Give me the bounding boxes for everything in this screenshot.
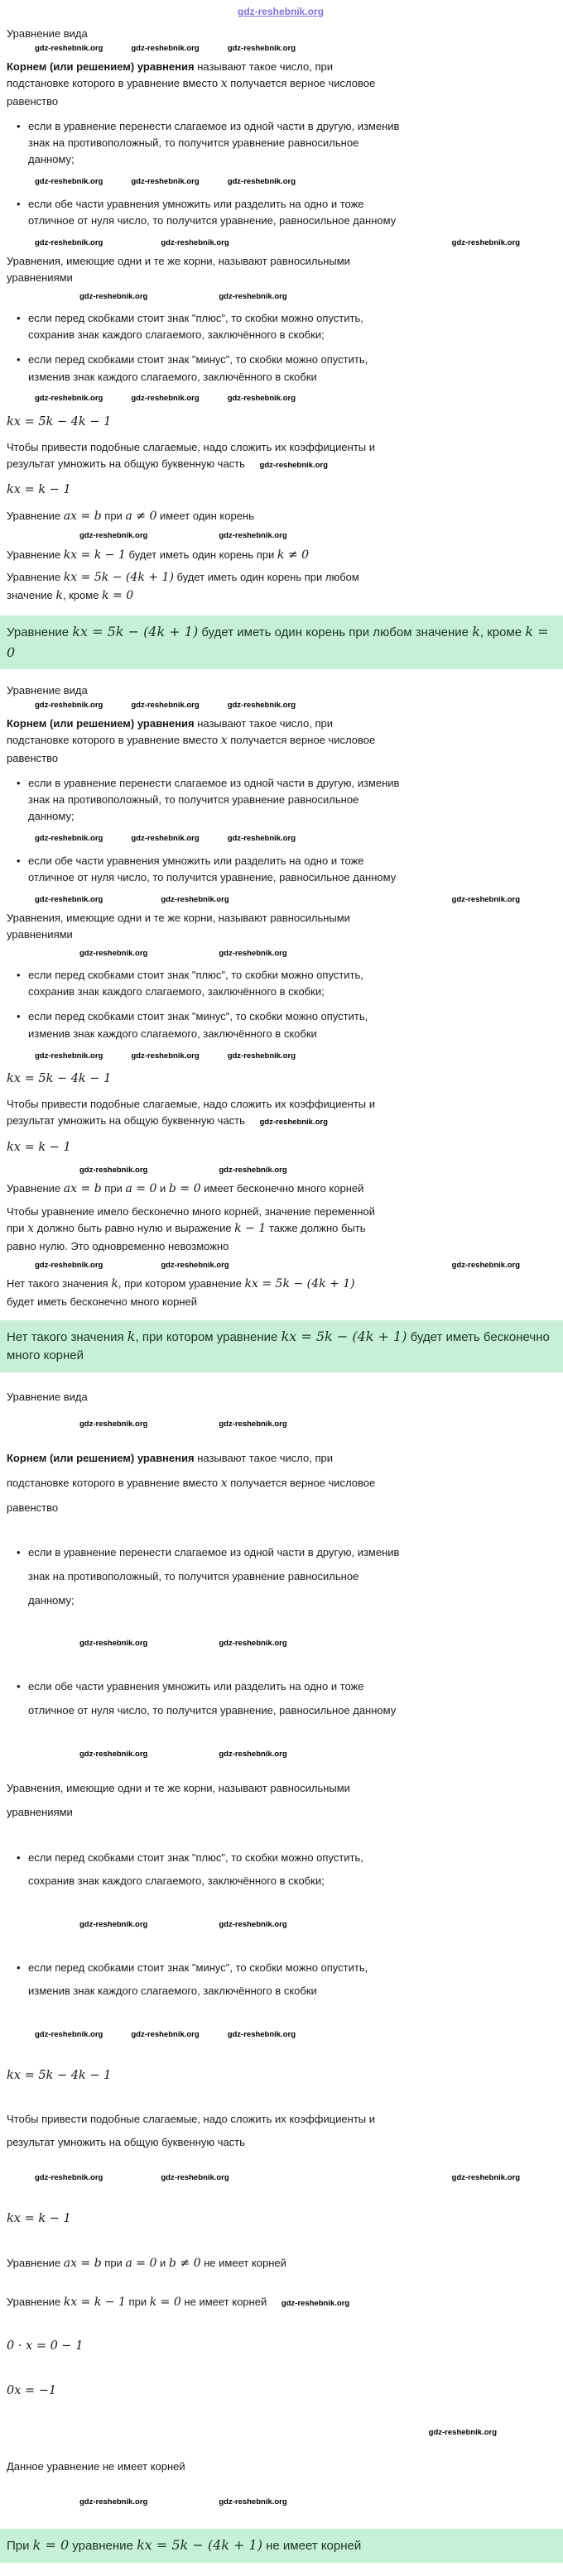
root-definition	[7, 59, 381, 110]
text-segment: x	[27, 1221, 35, 1235]
text-segment: будет иметь один корень при любом значение	[198, 625, 473, 640]
text-segment: k	[472, 624, 480, 640]
text-segment: имеет бесконечно много корней	[200, 1181, 364, 1195]
watermark: gdz-reshebnik.org	[227, 700, 296, 710]
rule-minus-brackets	[7, 352, 402, 385]
watermark: gdz-reshebnik.org	[219, 1919, 287, 1929]
combine-terms-note	[7, 439, 381, 472]
watermark-row	[7, 834, 555, 845]
watermark-row	[7, 177, 555, 188]
watermark: gdz-reshebnik.org	[35, 43, 103, 53]
watermark: gdz-reshebnik.org	[35, 394, 103, 404]
text-segment: имеет один корень	[156, 509, 254, 522]
watermark: gdz-reshebnik.org	[131, 43, 200, 53]
text-segment: Корнем (или решением) уравнения	[7, 717, 195, 730]
text-segment: будет иметь бесконечно много корней	[7, 1329, 550, 1363]
watermark: gdz-reshebnik.org	[131, 2030, 200, 2040]
watermark: gdz-reshebnik.org	[219, 1165, 287, 1175]
text-segment: При	[7, 2539, 33, 2554]
watermark: gdz-reshebnik.org	[227, 834, 296, 844]
text-segment: не имеет корней	[180, 2295, 267, 2308]
watermark: gdz-reshebnik.org	[219, 1419, 287, 1429]
root-definition	[7, 716, 381, 767]
formula-simplified: kx = k − 1	[7, 483, 71, 497]
rule-move-term	[7, 118, 402, 168]
rule-move-term-text: если в уравнение перенести слагаемое из одной части в другую, изменив знак на противоположный, то получится уравнение равносильное данному;	[28, 777, 400, 823]
equivalent-definition: Уравнения, имеющие одни и те же корни, называют равносильными уравнениями	[7, 911, 350, 941]
text-segment: Уравнение	[7, 571, 64, 584]
watermark: gdz-reshebnik.org	[35, 237, 103, 247]
rule-minus-brackets	[7, 1008, 402, 1041]
text-segment: Уравнение	[7, 625, 73, 640]
text-segment: b ≠ 0	[168, 2256, 201, 2270]
rule-infinitely-many-roots	[7, 1180, 381, 1199]
formula-simplified: kx = k − 1	[7, 1140, 71, 1154]
watermark: gdz-reshebnik.org	[281, 2298, 350, 2308]
watermark: gdz-reshebnik.org	[35, 834, 103, 844]
watermark: gdz-reshebnik.org	[79, 948, 148, 958]
text-segment: k = 0	[102, 589, 134, 603]
watermark-row	[7, 291, 555, 302]
text-segment: не имеет корней	[262, 2539, 362, 2554]
rule-multiply-divide	[7, 196, 402, 229]
rule-minus-brackets-text: если перед скобками стоит знак "минус", то скобки можно опустить, изменив знак каждого слагаемого, заключённого в скобки	[28, 1010, 368, 1040]
watermark: gdz-reshebnik.org	[131, 700, 200, 710]
watermark-row	[7, 2168, 555, 2188]
watermark: gdz-reshebnik.org	[227, 43, 296, 53]
rule-move-term	[7, 1541, 402, 1612]
text-segment: Уравнение	[7, 548, 64, 561]
watermark-row	[7, 237, 555, 248]
rule-multiply-divide	[7, 1675, 402, 1722]
explanation-impossible	[7, 1204, 381, 1255]
text-segment: x	[220, 734, 228, 748]
section-heading: Уравнение вида	[7, 1390, 88, 1403]
watermark-row	[7, 948, 555, 959]
equivalent-definition: Уравнения, имеющие одни и те же корни, называют равносильными уравнениями	[7, 254, 350, 285]
text-segment: kx = 5k − (4k + 1)	[63, 571, 174, 585]
watermark: gdz-reshebnik.org	[79, 1165, 148, 1175]
text-segment: ax = b	[63, 509, 102, 523]
conclusion-no-such-k	[7, 1276, 381, 1310]
watermark: gdz-reshebnik.org	[259, 1118, 328, 1128]
formula-result: 0x = −1	[7, 2383, 57, 2397]
watermark: gdz-reshebnik.org	[161, 1260, 229, 1270]
watermark: gdz-reshebnik.org	[451, 237, 520, 247]
rule-multiply-divide-text: если обе части уравнения умножить или разделить на одно и тоже отличное от нуля число, то получится уравнение, равносильное данному	[28, 854, 397, 883]
text-segment: Нет такого значения	[7, 1276, 112, 1290]
text-segment: , кроме	[62, 589, 103, 602]
text-segment: Уравнение	[7, 509, 64, 522]
watermark: gdz-reshebnik.org	[161, 2173, 229, 2183]
watermark: gdz-reshebnik.org	[35, 177, 103, 187]
text-segment: , при котором уравнение	[118, 1276, 245, 1290]
formula-simplified: kx = k − 1	[7, 2211, 71, 2225]
text-segment: при	[101, 509, 126, 522]
rule-multiply-divide-text: если обе части уравнения умножить или разделить на одно и тоже отличное от нуля число, то получится уравнение, равносильное данному	[28, 197, 397, 227]
text-segment: должно быть равно нулю и выражение	[34, 1221, 235, 1234]
text-segment: также должно быть равно нулю. Это одновременно невозможно	[7, 1221, 366, 1252]
watermark-row	[7, 1165, 555, 1175]
text-segment: и	[156, 1181, 169, 1195]
text-segment: a = 0	[125, 2256, 157, 2270]
watermark-row	[7, 1260, 555, 1271]
watermark: gdz-reshebnik.org	[79, 1639, 148, 1649]
watermark: gdz-reshebnik.org	[219, 1749, 287, 1759]
formula-expanded: kx = 5k − 4k − 1	[7, 2068, 112, 2082]
conclusion-k-zero-text	[7, 2296, 267, 2308]
watermark: gdz-reshebnik.org	[451, 894, 520, 904]
watermark-row	[7, 2492, 555, 2512]
watermark: gdz-reshebnik.org	[35, 2030, 103, 2040]
text-segment: , при котором уравнение	[135, 1329, 282, 1344]
watermark: gdz-reshebnik.org	[451, 1260, 520, 1270]
text-segment: не имеет корней	[200, 2256, 286, 2269]
text-segment: k = 0	[7, 624, 549, 660]
text-segment: будет иметь один корень при любом значение	[7, 571, 359, 602]
watermark: gdz-reshebnik.org	[227, 177, 296, 187]
rule-move-term	[7, 775, 402, 825]
text-segment: Уравнение	[7, 2256, 64, 2269]
formula-expanded: kx = 5k − 4k − 1	[7, 1071, 112, 1085]
text-segment: kx = k − 1	[63, 2295, 126, 2309]
text-segment: называют такое число, при подстановке которого в уравнение вместо	[7, 717, 333, 747]
watermark-row	[7, 1915, 555, 1935]
highlight-answer-no-roots	[0, 2529, 563, 2563]
watermark: gdz-reshebnik.org	[219, 531, 287, 541]
watermark: gdz-reshebnik.org	[227, 394, 296, 404]
header	[7, 2, 555, 21]
rule-plus-brackets	[7, 967, 402, 1000]
text-segment: Корнем (или решением) уравнения	[7, 60, 195, 74]
conclusion-one-root-condition	[7, 547, 381, 565]
site-link[interactable]: gdz-reshebnik.org	[237, 6, 324, 17]
combine-terms-text: Чтобы привести подобные слагаемые, надо сложить их коэффициенты и результат умножить на общую буквенную часть	[7, 2112, 375, 2149]
watermark-row	[7, 1744, 555, 1764]
rule-minus-brackets-text: если перед скобками стоит знак "минус", то скобки можно опустить, изменив знак каждого слагаемого, заключённого в скобки	[28, 1961, 368, 1998]
watermark-row	[7, 2025, 555, 2045]
text-segment: kx = 5k − (4k + 1)	[72, 624, 199, 640]
text-segment: Нет такого значения	[7, 1329, 128, 1344]
watermark: gdz-reshebnik.org	[131, 834, 200, 844]
watermark: gdz-reshebnik.org	[35, 700, 103, 710]
watermark: gdz-reshebnik.org	[79, 1749, 148, 1759]
text-segment: Чтобы уравнение имело бесконечно много корней, значение переменной при	[7, 1204, 375, 1234]
rule-move-term-text: если в уравнение перенести слагаемое из одной части в другую, изменив знак на противоположный, то получится уравнение равносильное данному;	[28, 120, 400, 166]
watermark-row	[7, 1051, 555, 1061]
text-segment: kx = 5k − (4k + 1)	[281, 1328, 407, 1344]
watermark: gdz-reshebnik.org	[161, 894, 229, 904]
text-segment: Уравнение	[7, 1181, 64, 1195]
solution-section-one-root	[7, 26, 555, 669]
solution-section-infinitely-many-roots	[7, 682, 555, 1372]
watermark: gdz-reshebnik.org	[79, 1919, 148, 1929]
text-segment: при	[101, 2256, 126, 2269]
watermark-row	[7, 1634, 555, 1654]
text-segment: при	[125, 2295, 150, 2308]
watermark-row	[7, 1414, 555, 1434]
text-segment: k = 0	[149, 2295, 181, 2309]
watermark: gdz-reshebnik.org	[227, 1051, 296, 1061]
conclusion-no-roots: Данное уравнение не имеет корней	[7, 2460, 185, 2473]
rule-move-term-text: если в уравнение перенести слагаемое из одной части в другую, изменив знак на противоположный, то получится уравнение равносильное данному;	[28, 1546, 400, 1606]
root-definition	[7, 1447, 381, 1520]
text-segment: k	[127, 1328, 136, 1344]
section-heading: Уравнение вида	[7, 684, 88, 697]
watermark: gdz-reshebnik.org	[227, 2030, 296, 2040]
watermark: gdz-reshebnik.org	[131, 1051, 200, 1061]
rule-plus-brackets-text: если перед скобками стоит знак "плюс", то скобки можно опустить, сохранив знак каждого слагаемого, заключённого в скобки;	[28, 969, 363, 998]
equivalent-definition: Уравнения, имеющие одни и те же корни, называют равносильными уравнениями	[7, 1782, 350, 1818]
watermark: gdz-reshebnik.org	[451, 2173, 520, 2183]
combine-terms-text: Чтобы привести подобные слагаемые, надо сложить их коэффициенты и результат умножить на общую буквенную часть	[7, 441, 375, 471]
text-segment: называют такое число, при подстановке которого в уравнение вместо	[7, 60, 333, 90]
text-segment: k − 1	[234, 1221, 267, 1235]
formula-substituted: 0 · x = 0 − 1	[7, 2339, 84, 2353]
text-segment: и	[156, 2256, 169, 2269]
text-segment: получается верное числовое равенство	[7, 734, 376, 765]
conclusion-k-zero-no-roots	[7, 2290, 381, 2315]
watermark: gdz-reshebnik.org	[79, 1419, 148, 1429]
watermark: gdz-reshebnik.org	[131, 177, 200, 187]
text-segment: Корнем (или решением) уравнения	[7, 1452, 195, 1465]
text-segment: уравнение	[69, 2539, 137, 2554]
text-segment: k	[111, 1276, 118, 1290]
watermark-row	[7, 43, 555, 54]
text-segment: при	[101, 1181, 126, 1195]
text-segment: kx = 5k − (4k + 1)	[244, 1276, 355, 1290]
text-segment: x	[220, 77, 228, 91]
text-segment: называют такое число, при подстановке которого в уравнение вместо	[7, 1452, 333, 1489]
solution-section-no-roots	[7, 1386, 555, 2563]
text-segment: получается верное числовое равенство	[7, 77, 376, 108]
rule-minus-brackets	[7, 1956, 402, 2004]
watermark: gdz-reshebnik.org	[428, 2427, 497, 2437]
watermark: gdz-reshebnik.org	[219, 2497, 287, 2507]
watermark-row	[7, 894, 555, 905]
highlight-answer-one-root	[0, 615, 563, 669]
text-segment: k ≠ 0	[277, 548, 309, 562]
watermark-row	[7, 531, 555, 542]
rule-plus-brackets-text: если перед скобками стоит знак "плюс", то скобки можно опустить, сохранив знак каждого слагаемого, заключённого в скобки;	[28, 312, 363, 342]
text-segment: k = 0	[32, 2537, 70, 2554]
rule-one-root	[7, 508, 381, 526]
text-segment: ax = b	[63, 2256, 102, 2270]
text-segment: b = 0	[168, 1181, 201, 1195]
combine-terms-note	[7, 1096, 381, 1129]
text-segment: kx = 5k − (4k + 1)	[137, 2537, 262, 2554]
watermark: gdz-reshebnik.org	[35, 1260, 103, 1270]
conclusion-one-root-any-k	[7, 569, 381, 606]
formula-expanded: kx = 5k − 4k − 1	[7, 414, 112, 429]
combine-terms-text: Чтобы привести подобные слагаемые, надо сложить их коэффициенты и результат умножить на общую буквенную часть	[7, 1098, 375, 1128]
rule-multiply-divide-text: если обе части уравнения умножить или разделить на одно и тоже отличное от нуля число, то получится уравнение, равносильное данному	[28, 1680, 397, 1717]
watermark-row	[7, 394, 555, 405]
rule-plus-brackets	[7, 1846, 402, 1894]
watermark-row	[7, 2422, 555, 2442]
watermark: gdz-reshebnik.org	[219, 1639, 287, 1649]
text-segment: , кроме	[479, 625, 526, 640]
text-segment: x	[220, 1476, 228, 1490]
combine-terms-note	[7, 2108, 381, 2155]
watermark: gdz-reshebnik.org	[161, 237, 229, 247]
text-segment: будет иметь один корень при	[125, 548, 277, 561]
watermark: gdz-reshebnik.org	[79, 531, 148, 541]
text-segment: Уравнение	[7, 2295, 64, 2308]
watermark: gdz-reshebnik.org	[79, 291, 148, 301]
watermark: gdz-reshebnik.org	[35, 2173, 103, 2183]
rule-minus-brackets-text: если перед скобками стоит знак "минус", то скобки можно опустить, изменив знак каждого слагаемого, заключённого в скобки	[28, 353, 368, 383]
text-segment: kx = k − 1	[63, 548, 126, 562]
text-segment: a ≠ 0	[125, 509, 157, 523]
watermark: gdz-reshebnik.org	[35, 894, 103, 904]
watermark: gdz-reshebnik.org	[219, 291, 287, 301]
watermark: gdz-reshebnik.org	[35, 1051, 103, 1061]
text-segment: получается верное числовое равенство	[7, 1476, 376, 1514]
watermark-row	[7, 700, 555, 711]
text-segment: будет иметь бесконечно много корней	[7, 1295, 197, 1308]
rule-multiply-divide	[7, 853, 402, 886]
watermark: gdz-reshebnik.org	[131, 394, 200, 404]
rule-no-roots	[7, 2251, 381, 2277]
watermark: gdz-reshebnik.org	[219, 948, 287, 958]
rule-plus-brackets	[7, 310, 402, 343]
text-segment: a = 0	[125, 1181, 157, 1195]
watermark: gdz-reshebnik.org	[79, 2497, 148, 2507]
rule-plus-brackets-text: если перед скобками стоит знак "плюс", то скобки можно опустить, сохранив знак каждого слагаемого, заключённого в скобки;	[28, 1851, 363, 1888]
text-segment: k	[55, 589, 63, 603]
text-segment: ax = b	[63, 1181, 102, 1195]
watermark: gdz-reshebnik.org	[259, 461, 328, 471]
highlight-answer-infinitely-many	[0, 1320, 563, 1372]
section-heading: Уравнение вида	[7, 27, 88, 40]
